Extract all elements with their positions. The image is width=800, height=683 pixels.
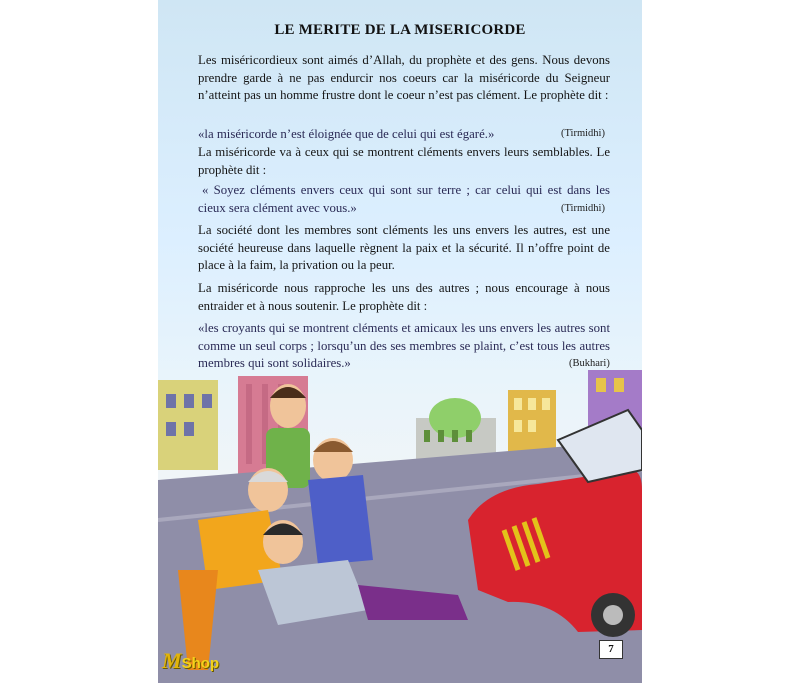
paragraph-2: La miséricorde va à ceux qui se montrent cléments envers leurs semblables. Le prophète dit :: [198, 145, 610, 177]
book-page: [158, 0, 642, 683]
paragraph-1: Les miséricordieux sont aimés d’Allah, du prophète et des gens. Nous devons prendre garde à ne pas endurcir nos coeurs car la miséricorde du Seigneur n’atteint pas un homme frustre dont le coeur n’est pas clément. Le prophète dit :: [198, 53, 610, 102]
quote-1: «la miséricorde n’est éloignée que de celui qui est égaré.»: [198, 127, 495, 141]
quote-3: «les croyants qui se montrent cléments et amicaux les uns envers les autres sont comme un seul corps ; lorsqu’un des ses membres se plaint, c’est tous les autres membres qui sont solidaires.»: [198, 321, 610, 370]
quote-1-source: (Tirmidhi): [561, 128, 605, 139]
quote-3-source: (Bukhari): [569, 358, 610, 369]
shop-logo: MShop: [162, 648, 220, 673]
boy-blue-jacket: [308, 438, 373, 565]
illustration-accident-scene: [158, 370, 642, 683]
quote-2-source: (Tirmidhi): [561, 203, 605, 214]
page-title: LE MERITE DE LA MISERICORDE: [274, 22, 526, 38]
paragraph-3: La société dont les membres sont cléments les uns envers les autres, est une société heureuse dans laquelle règnent la paix et la sécurité. Il n’offre point de place à la faim, la privation ou la peur.: [198, 223, 610, 272]
quote-2: « Soyez cléments envers ceux qui sont sur terre ; car celui qui est dans les cieux sera clément avec vous.»: [198, 183, 610, 215]
paragraph-4: La miséricorde nous rapproche les uns des autres ; nous encourage à nous entraider et à nous soutenir. Le prophète dit :: [198, 281, 610, 313]
page-number: 7: [599, 640, 623, 659]
